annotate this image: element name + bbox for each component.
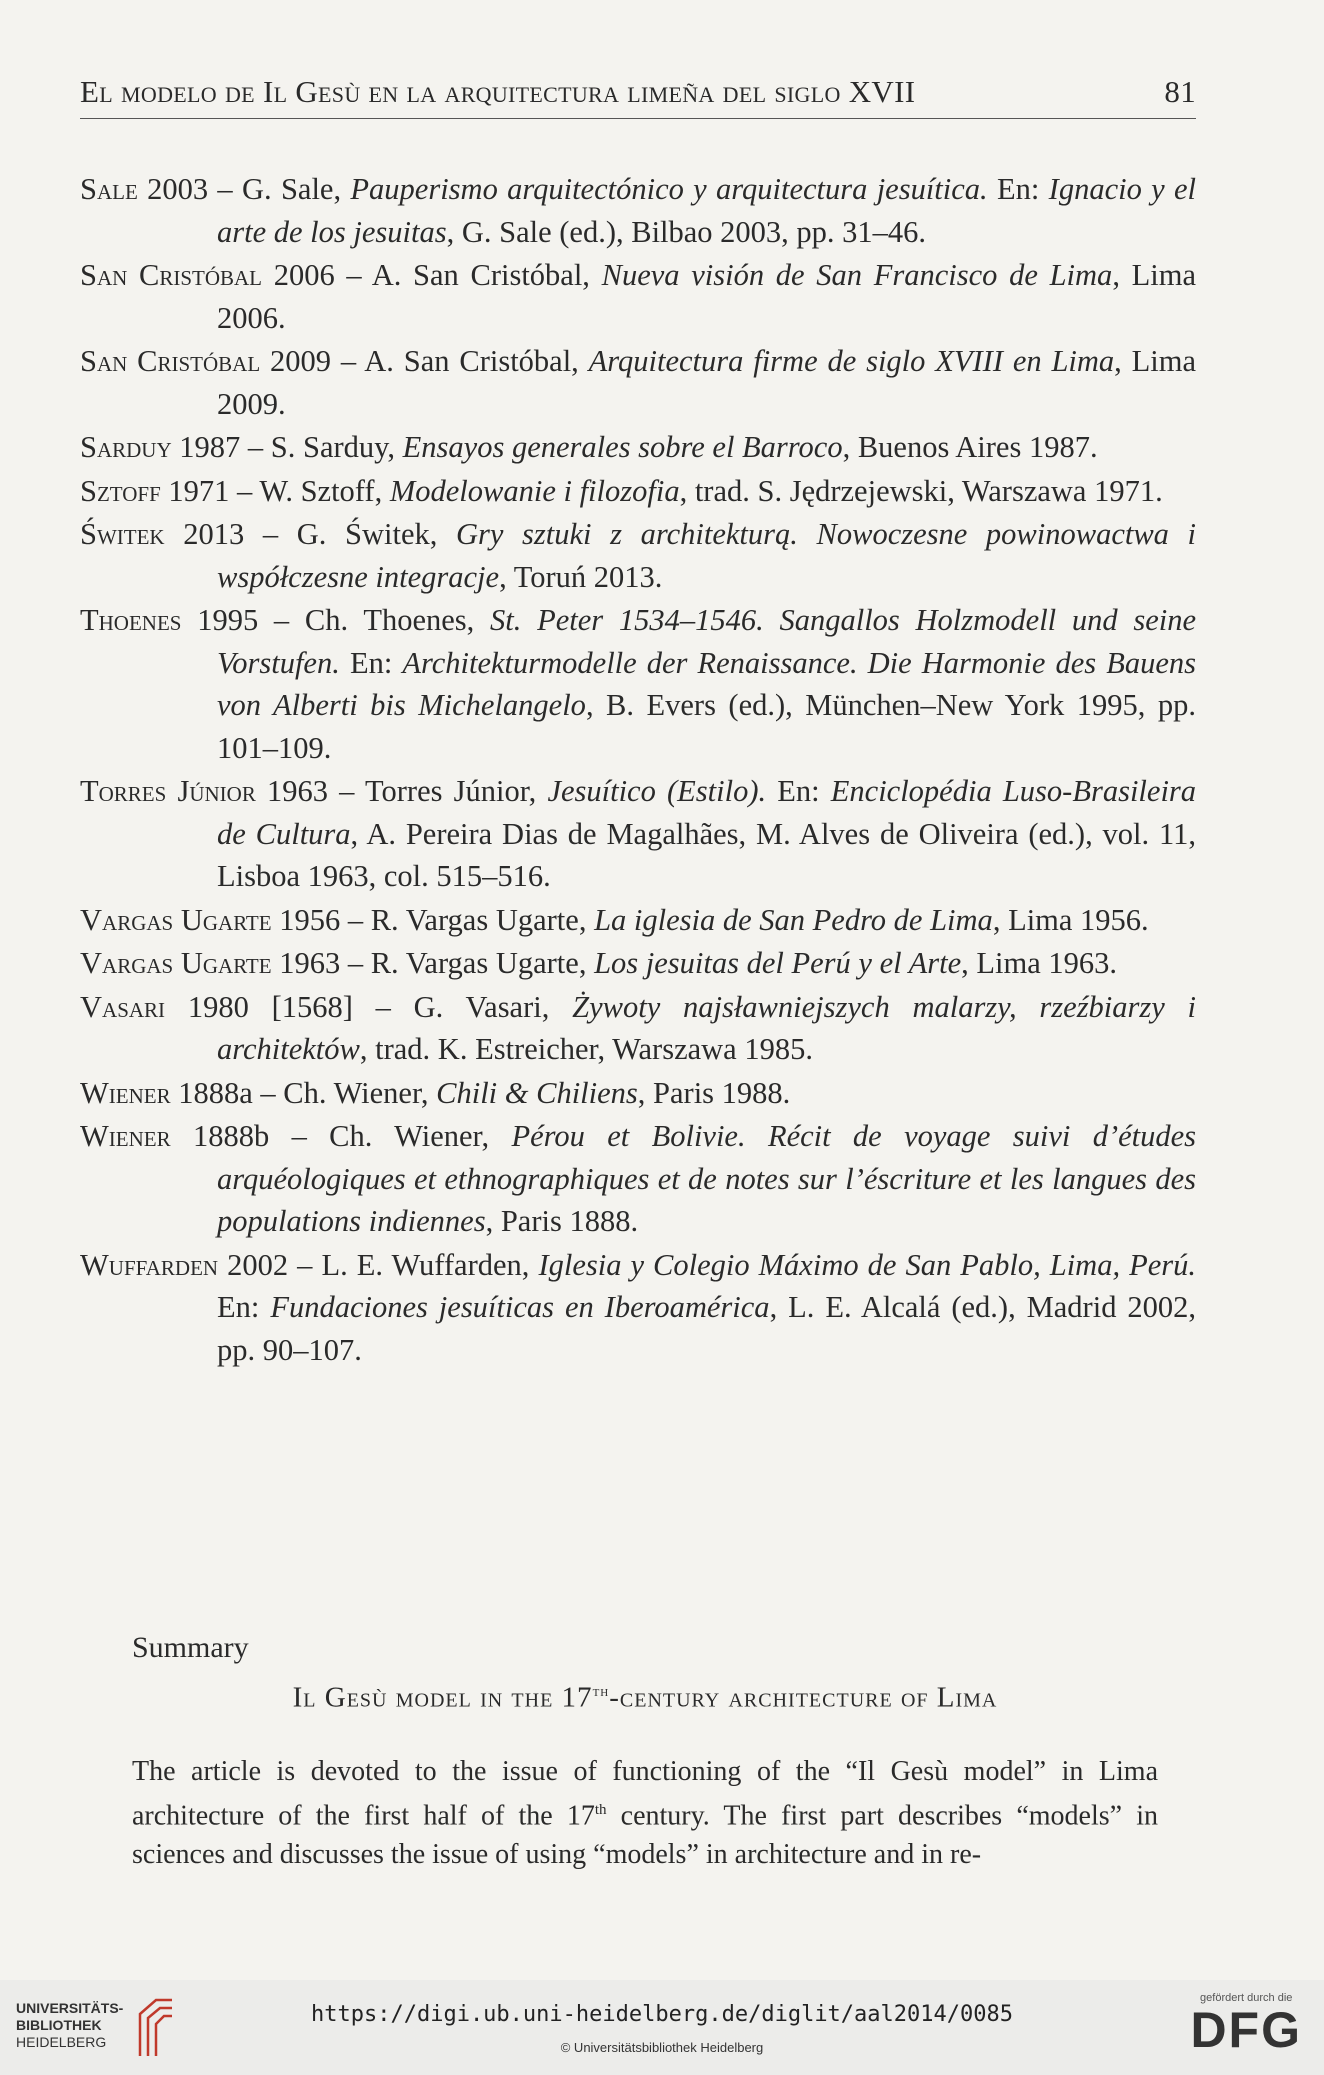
entry-title: Żywoty najsławniejszych malarzy, rzeźbiarzy i architektów — [217, 989, 1197, 1066]
bibliography-entry: Sarduy 1987 – S. Sarduy, Ensayos generales sobre el Barroco, Buenos Aires 1987. — [80, 430, 1098, 464]
entry-details: , trad. K. Estreicher, Warszawa 1985. — [359, 1032, 813, 1066]
entry-key: Vargas Ugarte — [80, 902, 272, 937]
permalink-url[interactable]: https://digi.ub.uni-heidelberg.de/diglit/aal2014/0085 — [311, 2002, 1013, 2027]
bibliography-entry: Sztoff 1971 – W. Sztoff, Modelowanie i filozofia, trad. S. Jędrzejewski, Warszawa 1971. — [80, 473, 1163, 508]
summary-text-rest: century. The first part describes “models” in sciences and discusses the issue of using “models” in architecture and in re- — [132, 1799, 1158, 1870]
summary-section — [132, 1628, 1158, 1874]
bibliography-entry: Thoenes 1995 – Ch. Thoenes, St. Peter 1534–1546. Sangallos Holzmodell und seine Vorstufen. En: Architekturmodelle der Renaissance. Die Harmonie des Bauens von Alberti bis Michelangelo, B. Evers (ed.), München–New York 1995, pp. 101–109. — [80, 603, 1197, 765]
entry-container-title: Enciclopédia Luso-Brasileira de Cultura — [217, 774, 1197, 851]
entry-details: , Toruń 2013. — [499, 559, 663, 594]
dfg-badge — [1190, 1992, 1302, 2056]
running-head-title: El modelo de Il Gesù en la arquitectura limeña del siglo XVII — [80, 74, 916, 109]
entry-title: Arquitectura firme de siglo XVIII en Lima — [588, 344, 1115, 378]
entry-year: 1963 — [279, 946, 341, 980]
entry-author: R. Vargas Ugarte, — [370, 946, 587, 980]
entry-container-title: Fundaciones jesuíticas en Iberoamérica — [270, 1290, 770, 1324]
page-number: 81 — [1164, 74, 1196, 109]
entry-year: 1971 — [168, 473, 230, 508]
library-line-2: BIBLIOTHEK — [16, 2017, 102, 2033]
summary-text-part: The article is devoted to the issue of functioning of the “Il Gesù model” in Lima architecture of the first half of the 17 — [132, 1755, 1158, 1831]
entry-title: Ensayos generales sobre el Barroco — [402, 430, 843, 464]
entry-year: 2006 — [273, 258, 335, 292]
entry-title: Iglesia y Colegio Máximo de San Pablo, Lima, Perú. — [538, 1247, 1197, 1282]
bibliography-entry: Torres Júnior 1963 – Torres Júnior, Jesuítico (Estilo). En: Enciclopédia Luso-Brasileira de Cultura, A. Pereira Dias de Magalhães, M. Alves de Oliveira (ed.), vol. 11, Lisboa 1963, col. 515–516. — [80, 774, 1197, 893]
entry-title: Los jesuitas del Perú y el Arte — [594, 946, 962, 980]
summary-title — [132, 1672, 1158, 1718]
entry-key: Sztoff — [80, 473, 161, 508]
funded-by-label: gefördert durch die — [1200, 1992, 1293, 2004]
entry-key: San Cristóbal — [80, 344, 261, 378]
entry-details: , Paris 1988. — [637, 1075, 791, 1110]
entry-container-title: Ignacio y el arte de los jesuitas — [217, 172, 1196, 249]
entry-author: G. Świtek, — [296, 517, 438, 551]
entry-details: , Lima 2009. — [217, 344, 1197, 421]
entry-key: Wuffarden — [80, 1247, 219, 1282]
entry-year: 1963 — [267, 774, 328, 808]
entry-author: R. Vargas Ugarte, — [370, 902, 587, 937]
bibliography-entry: Świtek 2013 – G. Świtek, Gry sztuki z architekturą. Nowoczesne powinowactwa i współczesne integracje, Toruń 2013. — [80, 517, 1197, 594]
entry-author: L. E. Wuffarden, — [321, 1247, 530, 1282]
entry-title: Pauperismo arquitectónico y arquitectura jesuítica. — [350, 172, 988, 206]
entry-details: , Paris 1888. — [485, 1204, 639, 1238]
entry-year: 2013 — [183, 517, 245, 551]
library-line-3: HEIDELBERG — [16, 2034, 107, 2050]
entry-year: 1980 [1568] — [187, 989, 353, 1024]
entry-year: 1888b — [192, 1119, 270, 1153]
entry-year: 1995 — [197, 603, 259, 637]
entry-title: Gry sztuki z architekturą. Nowoczesne powinowactwa i współczesne integracje — [217, 517, 1197, 594]
summary-text-sup: th — [594, 1801, 607, 1818]
entry-key: San Cristóbal — [80, 258, 263, 292]
entry-details: , trad. S. Jędrzejewski, Warszawa 1971. — [679, 473, 1163, 508]
entry-details: En: — [996, 172, 1040, 206]
entry-year: 1956 — [279, 902, 341, 937]
entry-details: En: — [349, 645, 393, 680]
entry-key: Sarduy — [80, 430, 172, 464]
entry-title: Chili & Chiliens — [436, 1075, 638, 1110]
entry-details: , Buenos Aires 1987. — [842, 430, 1098, 464]
entry-author: G. Sale, — [241, 172, 342, 206]
bibliography-entry: Wiener 1888a – Ch. Wiener, Chili & Chiliens, Paris 1988. — [80, 1075, 791, 1110]
entry-year: 1987 — [179, 430, 241, 464]
entry-author: S. Sarduy, — [270, 430, 396, 464]
entry-author: W. Sztoff, — [259, 473, 383, 508]
entry-author: Ch. Thoenes, — [304, 603, 475, 637]
entry-key: Vargas Ugarte — [80, 946, 272, 980]
entry-title: St. Peter 1534–1546. Sangallos Holzmodell und seine Vorstufen. — [217, 603, 1197, 680]
entry-author: G. Vasari, — [413, 989, 550, 1024]
entry-title: La iglesia de San Pedro de Lima — [594, 902, 993, 937]
bibliography-entry: San Cristóbal 2009 – A. San Cristóbal, Arquitectura firme de siglo XVIII en Lima, Lima 2009. — [80, 344, 1197, 421]
entry-author: A. San Cristóbal, — [364, 344, 579, 378]
entry-title: Pérou et Bolivie. Récit de voyage suivi d’études arquéologiques et ethnographiques et de notes sur l’éscriture et les langues des populations indiennes — [217, 1119, 1197, 1238]
entry-publication: , B. Evers (ed.), München–New York 1995, pp. 101–109. — [217, 688, 1196, 765]
entry-details: En: — [777, 774, 820, 808]
copyright: © Universitätsbibliothek Heidelberg — [560, 2040, 764, 2055]
entry-key: Wiener — [80, 1075, 171, 1110]
entry-details: En: — [217, 1290, 260, 1324]
bibliography-entry: Wuffarden 2002 – L. E. Wuffarden, Iglesia y Colegio Máximo de San Pablo, Lima, Perú. En: Fundaciones jesuíticas en Iberoamérica, L. E. Alcalá (ed.), Madrid 2002, pp. 90–107. — [80, 1247, 1197, 1367]
entry-year: 1888a — [178, 1075, 253, 1110]
summary-label: Summary — [132, 1631, 249, 1664]
entry-key: Wiener — [80, 1119, 171, 1153]
entry-title: Nueva visión de San Francisco de Lima — [601, 258, 1113, 292]
library-line-1: UNIVERSITÄTS- — [16, 2000, 124, 2016]
footer-bar — [0, 1980, 1324, 2075]
entry-author: Ch. Wiener, — [283, 1075, 429, 1110]
entry-details: , Lima 1956. — [992, 902, 1149, 937]
entry-container-title: Architekturmodelle der Renaissance. Die Harmonie des Bauens von Alberti bis Michelangelo — [217, 645, 1197, 722]
entry-publication: , G. Sale (ed.), Bilbao 2003, pp. 31–46. — [446, 214, 927, 249]
entry-details: , Lima 1963. — [961, 946, 1118, 980]
summary-text — [132, 1752, 1158, 1874]
bibliography — [80, 168, 1196, 1372]
dfg-logo: DFG — [1190, 2002, 1302, 2058]
bibliography-entry: Wiener 1888b – Ch. Wiener, Pérou et Bolivie. Récit de voyage suivi d’études arquéologiques et ethnographiques et de notes sur l’éscriture et les langues des populations indiennes, Paris 1888. — [80, 1119, 1197, 1238]
summary-title-rest: -century architecture of Lima — [609, 1681, 998, 1714]
bibliography-entry: Vargas Ugarte 1956 – R. Vargas Ugarte, La iglesia de San Pedro de Lima, Lima 1956. — [80, 902, 1149, 937]
entry-key: Vasari — [80, 989, 166, 1024]
bibliography-entry: Sale 2003 – G. Sale, Pauperismo arquitectónico y arquitectura jesuítica. En: Ignacio y el arte de los jesuitas, G. Sale (ed.), Bilbao 2003, pp. 31–46. — [80, 172, 1196, 249]
entry-key: Świtek — [80, 517, 165, 551]
entry-publication: , A. Pereira Dias de Magalhães, M. Alves de Oliveira (ed.), vol. 11, Lisboa 1963, col. 515–516. — [217, 816, 1196, 893]
bibliography-entry: Vargas Ugarte 1963 – R. Vargas Ugarte, Los jesuitas del Perú y el Arte, Lima 1963. — [80, 946, 1118, 980]
entry-key: Sale — [80, 172, 138, 206]
entry-author: Torres Júnior, — [365, 774, 537, 808]
summary-title-sup: th — [592, 1683, 610, 1700]
entry-title: Modelowanie i filozofia — [389, 473, 680, 508]
entry-author: Ch. Wiener, — [329, 1119, 490, 1153]
entry-details: , Lima 2006. — [217, 258, 1197, 335]
bibliography-entry: San Cristóbal 2006 – A. San Cristóbal, Nueva visión de San Francisco de Lima, Lima 2006. — [80, 258, 1197, 335]
entry-title: Jesuítico (Estilo). — [547, 774, 767, 808]
entry-key: Thoenes — [80, 603, 182, 637]
entry-year: 2002 — [227, 1247, 289, 1282]
summary-title-main: Il Gesù model in the 17 — [292, 1681, 593, 1714]
entry-author: A. San Cristóbal, — [371, 258, 590, 292]
entry-year: 2003 — [147, 172, 209, 206]
entry-key: Torres Júnior — [80, 774, 256, 808]
entry-year: 2009 — [270, 344, 331, 378]
bibliography-entry: Vasari 1980 [1568] – G. Vasari, Żywoty najsławniejszych malarzy, rzeźbiarzy i architektów, trad. K. Estreicher, Warszawa 1985. — [80, 989, 1197, 1066]
entry-publication: , L. E. Alcalá (ed.), Madrid 2002, pp. 90–107. — [217, 1290, 1197, 1367]
running-head — [80, 74, 1196, 119]
